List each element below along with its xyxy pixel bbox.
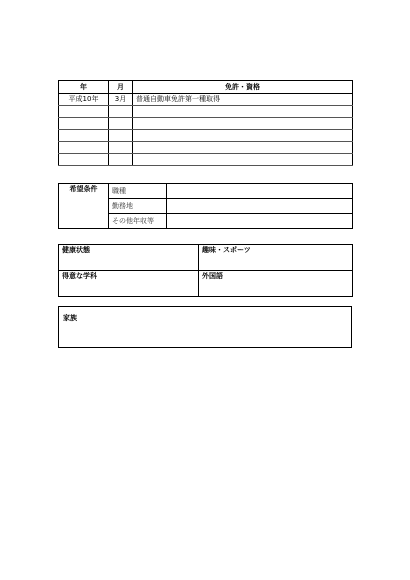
job-type-value [167, 184, 353, 199]
other-salary-label: その他年収等 [109, 214, 167, 229]
table-row [59, 184, 353, 199]
month-cell [109, 130, 133, 142]
table-row [59, 106, 353, 118]
family-label: 家族 [63, 314, 77, 322]
other-salary-value [167, 214, 353, 229]
license-table [58, 80, 353, 166]
desired-conditions-heading: 希望条件 [59, 184, 109, 229]
table-row [59, 130, 353, 142]
work-location-value [167, 199, 353, 214]
month-cell [109, 142, 133, 154]
table-row [59, 245, 353, 271]
year-header: 年 [59, 81, 109, 94]
month-cell [109, 118, 133, 130]
work-location-label: 勤務地 [109, 199, 167, 214]
table-row [59, 271, 353, 297]
month-cell [109, 154, 133, 166]
table-row [59, 154, 353, 166]
table-row [59, 118, 353, 130]
year-cell [59, 118, 109, 130]
year-cell [59, 106, 109, 118]
table-row [59, 94, 353, 106]
license-cell: 普通自動車免許第一種取得 [133, 94, 353, 106]
year-cell [59, 142, 109, 154]
year-cell [59, 130, 109, 142]
family-box [58, 306, 352, 348]
license-cell [133, 106, 353, 118]
month-header: 月 [109, 81, 133, 94]
year-cell: 平成10年 [59, 94, 109, 106]
hobby-sports-label: 趣味・スポーツ [199, 245, 353, 271]
year-cell [59, 154, 109, 166]
health-hobby-table [58, 244, 353, 297]
health-status-label: 健康状態 [59, 245, 199, 271]
license-cell [133, 142, 353, 154]
license-cell [133, 154, 353, 166]
desired-conditions-table [58, 183, 353, 229]
month-cell: 3月 [109, 94, 133, 106]
foreign-language-label: 外国語 [199, 271, 353, 297]
job-type-label: 職種 [109, 184, 167, 199]
month-cell [109, 106, 133, 118]
license-header: 免許・資格 [133, 81, 353, 94]
license-cell [133, 118, 353, 130]
favorite-subject-label: 得意な学科 [59, 271, 199, 297]
license-cell [133, 130, 353, 142]
table-row [59, 142, 353, 154]
license-table-header [59, 81, 353, 94]
